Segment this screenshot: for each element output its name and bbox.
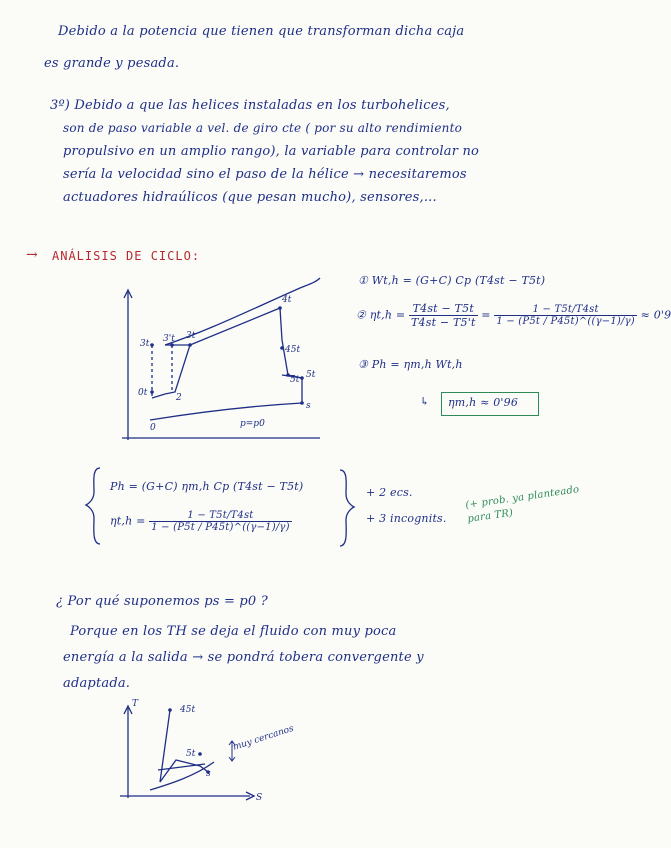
label-0: 0 xyxy=(150,423,156,433)
system-row1: Ph = (G+C) ηm,h Cp (T4st − T5t) xyxy=(110,480,304,493)
system-row2-lhs: ηt,h = xyxy=(110,514,146,528)
eq1-text: Wt,h = (G+C) Cp (T4st − T5t) xyxy=(371,274,546,287)
section-title: ANÁLISIS DE CICLO: xyxy=(52,249,201,263)
eq2-rhs-one: 1 − xyxy=(532,304,552,315)
diagram2-path xyxy=(160,710,208,782)
eq2-eq: = xyxy=(481,308,491,322)
system-row2-den: 1 − (P5t / P45t)^((γ−1)/γ) xyxy=(151,522,290,533)
eq2-frac-den: T4st − T5't xyxy=(410,316,476,329)
eq2-lhs: ηt,h = xyxy=(369,308,406,322)
eq3-number: ③ xyxy=(358,358,369,371)
question-line3: energía a la salida → se pondrá tobera convergente y xyxy=(63,650,424,665)
system-right-brace xyxy=(340,470,354,546)
question-line4: adaptada. xyxy=(63,676,131,691)
system-note1: + 2 ecs. xyxy=(366,486,413,499)
label-3t-left: 3t xyxy=(140,339,150,349)
d2-label-45t: 45t xyxy=(180,705,196,715)
eq2-frac-num: T4st − T5t xyxy=(409,302,478,316)
eq3-boxed: ηm,h ≈ 0'96 xyxy=(448,396,519,409)
label-2: 2 xyxy=(176,393,182,403)
eq3-text: Ph = ηm,h Wt,h xyxy=(371,358,463,371)
para2-line5: actuadores hidraúlicos (que pesan mucho), sensores,... xyxy=(63,190,437,205)
para1-line1: Debido a la potencia que tienen que transforman dicha caja xyxy=(58,24,465,39)
eq2-number: ② xyxy=(356,308,367,322)
para2-line1: 3º) Debido a que las helices instaladas en los turbohelices, xyxy=(50,98,450,113)
para2-line4: sería la velocidad sino el paso de la hélice → necesitaremos xyxy=(63,167,467,182)
label-5t-right: 5t xyxy=(306,370,316,380)
eq1-number: ① xyxy=(358,274,369,287)
axis-s-label: S xyxy=(256,793,263,803)
label-s: s xyxy=(306,401,311,411)
handwritten-notes-page: Debido a la potencia que tienen que transforman dicha caja es grande y pesada. 3º) Debido a que las helices instaladas en los turbohelices, son de paso variable a vel. de giro cte ( por su alto rendimiento propulsivo en un amplio rango), la variable para controlar no sería la velocidad sino el paso de la hélice → necesitaremos actuadores hidraúlicos (que pesan mucho), sensores,... → ANÁLISIS DE CICLO: 3t 3't 3t 4t 45t 5t 5t 0t 2 0 s p=p0 T S 45t 5t s muy cercanos ① Wt,h = (G+C) Cp (T4st − T5t) ② ηt,h = $\frac{T4st - T5t}{T4st - T5't}$ = $\frac{1 - T5t/T4st}{1 - (P5t / P45t)\^{}((\gamma-1)/\gamma)}$ ≈ 0'9 ③ Ph = ηm,h Wt,h ↳ ηm,h ≈ 0'96 Ph = (G+C) ηm,h Cp (T4st − T5t) ηt,h = $\frac{1 - T5t/T4st}{1 - (P5t / P45t)\^{}((\gamma-1)/\gamma)}$ + 2 ecs. + 3 incognits. (+ prob. ya planteado para TR) ¿ Por qué suponemos ps = p0 ? Porque en los TH se deja el fluido con muy poca energía a la salida → se pondrá tobera convergente y adaptada. xyxy=(0,0,602,848)
system-note2: + 3 incognits. xyxy=(366,512,447,525)
label-45t: 45t xyxy=(285,345,301,355)
eq3-arrow: ↳ xyxy=(420,395,430,408)
label-3t-right: 3t xyxy=(186,331,196,341)
label-4t: 4t xyxy=(282,295,292,305)
cycle-path xyxy=(152,308,302,403)
d2-label-s: s xyxy=(206,769,211,779)
label-pressure: p=p0 xyxy=(240,419,265,429)
label-5t: 5t xyxy=(290,375,300,385)
label-3t-mid: 3't xyxy=(163,334,175,344)
system-left-brace xyxy=(86,468,100,544)
isobar-lower xyxy=(150,403,302,420)
axis-t-label: T xyxy=(132,699,139,709)
eq2-rhs-num: T5t xyxy=(554,304,573,315)
system-row2-num: 1 − T5t/T4st xyxy=(149,510,291,522)
label-0t: 0t xyxy=(138,388,148,398)
eq2-approx: ≈ 0'9 xyxy=(640,308,671,322)
question-line1: ¿ Por qué suponemos ps = p0 ? xyxy=(56,594,268,609)
eq2-rhs-num-den: T4st xyxy=(575,304,599,315)
green-note: (+ prob. ya planteado para TR) xyxy=(464,484,580,525)
para1-line2: es grande y pesada. xyxy=(44,56,180,71)
question-line2: Porque en los TH se deja el fluido con muy poca xyxy=(70,624,397,639)
eq2-rhs-den: 1 − (P5t / P45t)^((γ−1)/γ) xyxy=(496,316,635,327)
d2-label-5t: 5t xyxy=(186,749,196,759)
section-arrow: → xyxy=(26,247,38,263)
d2-note: muy cercanos xyxy=(231,723,296,753)
para2-line2: son de paso variable a vel. de giro cte ( por su alto rendimiento xyxy=(63,121,463,135)
para2-line3: propulsivo en un amplio rango), la variable para controlar no xyxy=(63,144,480,159)
